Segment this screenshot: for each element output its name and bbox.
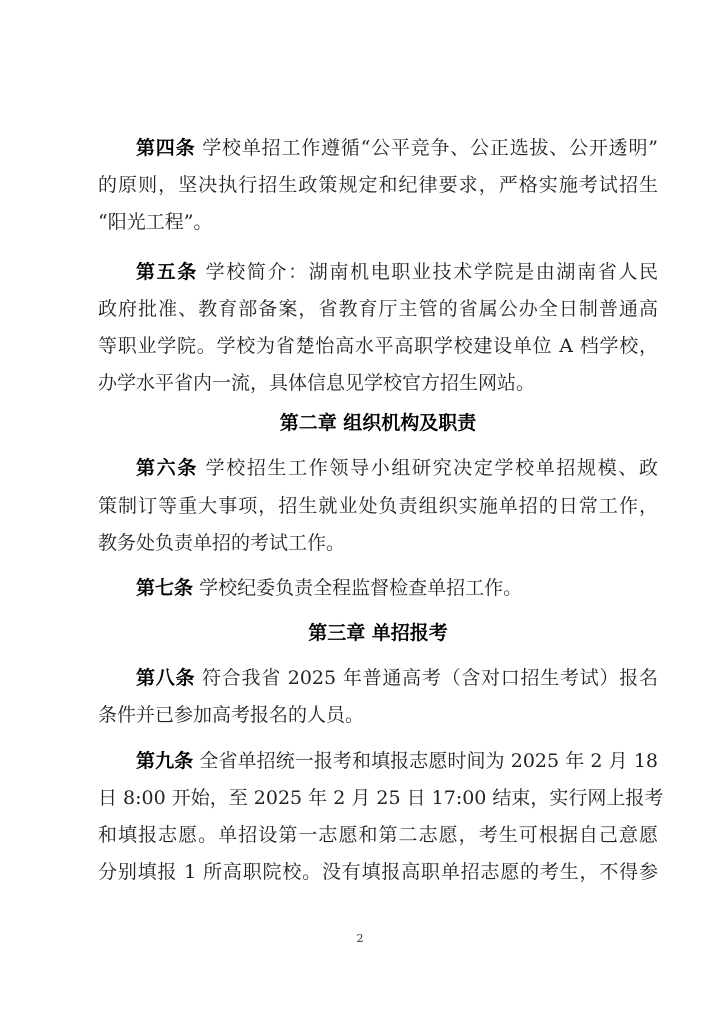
article-line [136,135,658,161]
article-line [136,455,658,481]
article-label: 第七条 [136,577,194,599]
article-label: 第八条 [136,667,196,689]
article-line [136,259,658,285]
article-line: 分别填报 1 所高职院校。没有填报高职单招志愿的考生，不得参 [98,861,658,883]
article-line [136,665,658,691]
article-line: 日 8:00 开始，至 2025 年 2 月 25 日 17:00 结束，实行网上报考 [98,787,664,809]
chapter-heading: 第三章 单招报考 [308,622,448,644]
article-text: 全省单招统一报考和填报志愿时间为 2025 年 2 月 18 [199,750,658,772]
article-text: 学校纪委负责全程监督检查单招工作。 [199,577,523,599]
chapter-heading: 第二章 组织机构及职责 [279,412,477,434]
article-line: “阳光工程”。 [98,211,213,233]
article-line: 教务处负责单招的考试工作。 [98,532,346,554]
article-line: 策制订等重大事项，招生就业处负责组织实施单招的日常工作， [98,495,658,517]
article-text: 学校招生工作领导小组研究决定学校单招规模、政 [205,457,658,479]
article-label: 第九条 [136,750,194,772]
page-number: 2 [356,932,364,945]
article-line: 办学水平省内一流，具体信息见学校官方招生网站。 [98,372,536,394]
article-label: 第六条 [136,457,198,479]
article-text: 符合我省 2025 年普通高考（含对口招生考试）报名 [202,667,658,689]
article-label: 第四条 [136,137,196,159]
article-line: 的原则，坚决执行招生政策规定和纪律要求，严格实施考试招生 [98,174,658,196]
article-label: 第五条 [136,261,198,283]
article-line [136,748,658,774]
article-line: 和填报志愿。单招设第一志愿和第二志愿，考生可根据自己意愿 [98,824,658,846]
article-line: 政府批准、教育部备案，省教育厅主管的省属公办全日制普通高 [98,298,658,320]
article-line: 等职业学院。学校为省楚怡高水平高职学校建设单位 A 档学校， [98,335,658,357]
article-text: 学校简介：湖南机电职业技术学院是由湖南省人民 [205,261,658,283]
article-line: 条件并已参加高考报名的人员。 [98,704,365,726]
article-text: 学校单招工作遵循“公平竞争、公正选拔、公开透明” [202,137,658,159]
article-line [136,575,658,601]
